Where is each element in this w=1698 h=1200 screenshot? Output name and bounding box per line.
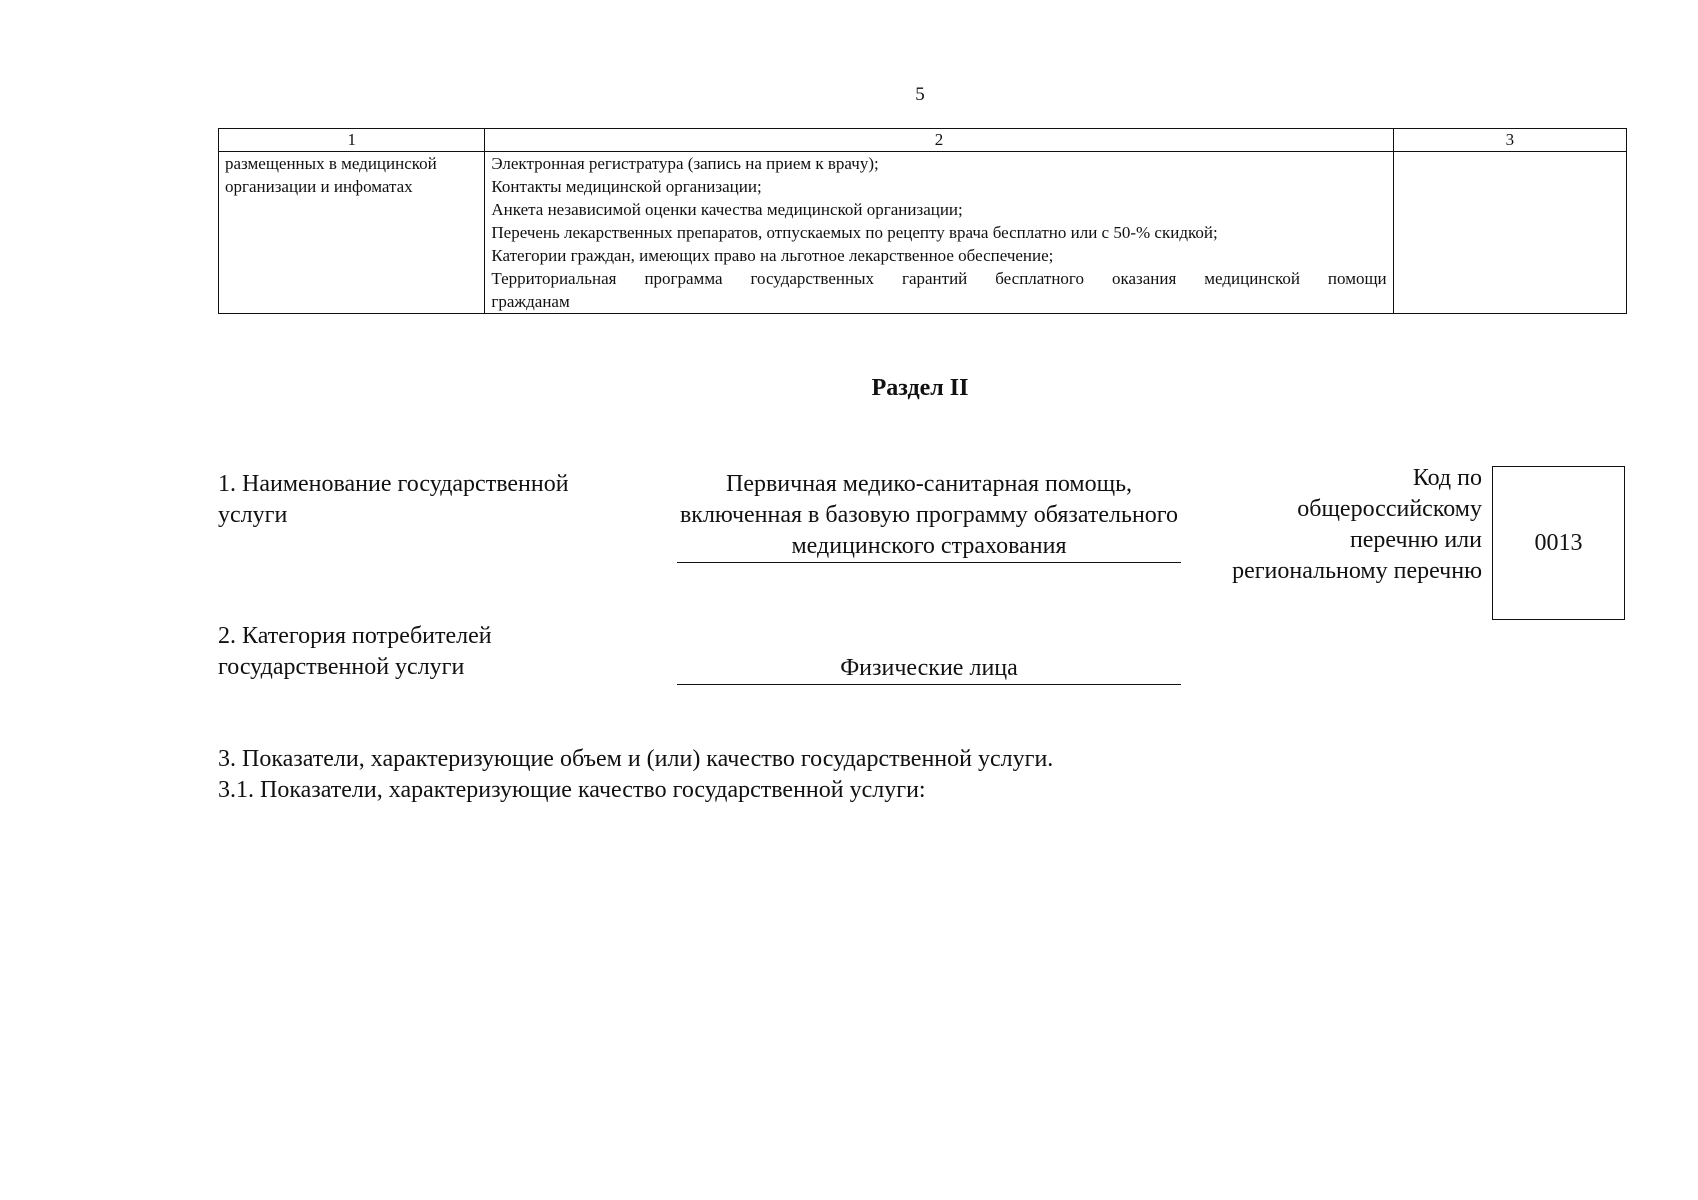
list-item-continuation: гражданам (491, 292, 570, 311)
consumers-label: 2. Категория потребителей государственной услуги (218, 623, 492, 680)
table-cell-content (485, 152, 1393, 314)
continuation-table (218, 128, 1627, 314)
service-name-label: 1. Наименование государственной услуги (218, 471, 569, 528)
table-row (219, 152, 1627, 314)
list-item: Анкета независимой оценки качества медицинской организации; (491, 200, 963, 219)
quality-indicators-heading: 3.1. Показатели, характеризующие качество государственной услуги: (218, 777, 926, 803)
list-item: Электронная регистратура (запись на прием к врачу); (491, 154, 879, 173)
service-name-value: Первичная медико-санитарная помощь, включенная в базовую программу обязательного медицинского страхования (677, 469, 1181, 563)
table-header-cell: 2 (485, 129, 1393, 152)
list-item: Территориальная программа государственных гарантий бесплатного оказания медицинской помощи (491, 269, 1387, 288)
code-box (1492, 466, 1625, 620)
page-number: 5 (915, 84, 925, 105)
list-item: Контакты медицинской организации; (491, 177, 762, 196)
indicators-heading: 3. Показатели, характеризующие объем и (или) качество государственной услуги. (218, 746, 1054, 772)
table-header-cell: 3 (1393, 129, 1626, 152)
code-value: 0013 (1534, 529, 1583, 556)
table-header-row (219, 129, 1627, 152)
consumers-value: Физические лица (677, 653, 1181, 685)
table-header-cell: 1 (219, 129, 485, 152)
code-label: Код по общероссийскому перечню или региональному перечню (1232, 465, 1482, 584)
list-item: Категории граждан, имеющих право на льготное лекарственное обеспечение; (491, 246, 1054, 265)
table-cell-location: размещенных в медицинской организации и инфоматах (219, 152, 485, 314)
section-title: Раздел II (871, 375, 969, 401)
table-cell-empty (1393, 152, 1626, 314)
list-item: Перечень лекарственных препаратов, отпускаемых по рецепту врача бесплатно или с 50-% скидкой; (491, 223, 1218, 242)
